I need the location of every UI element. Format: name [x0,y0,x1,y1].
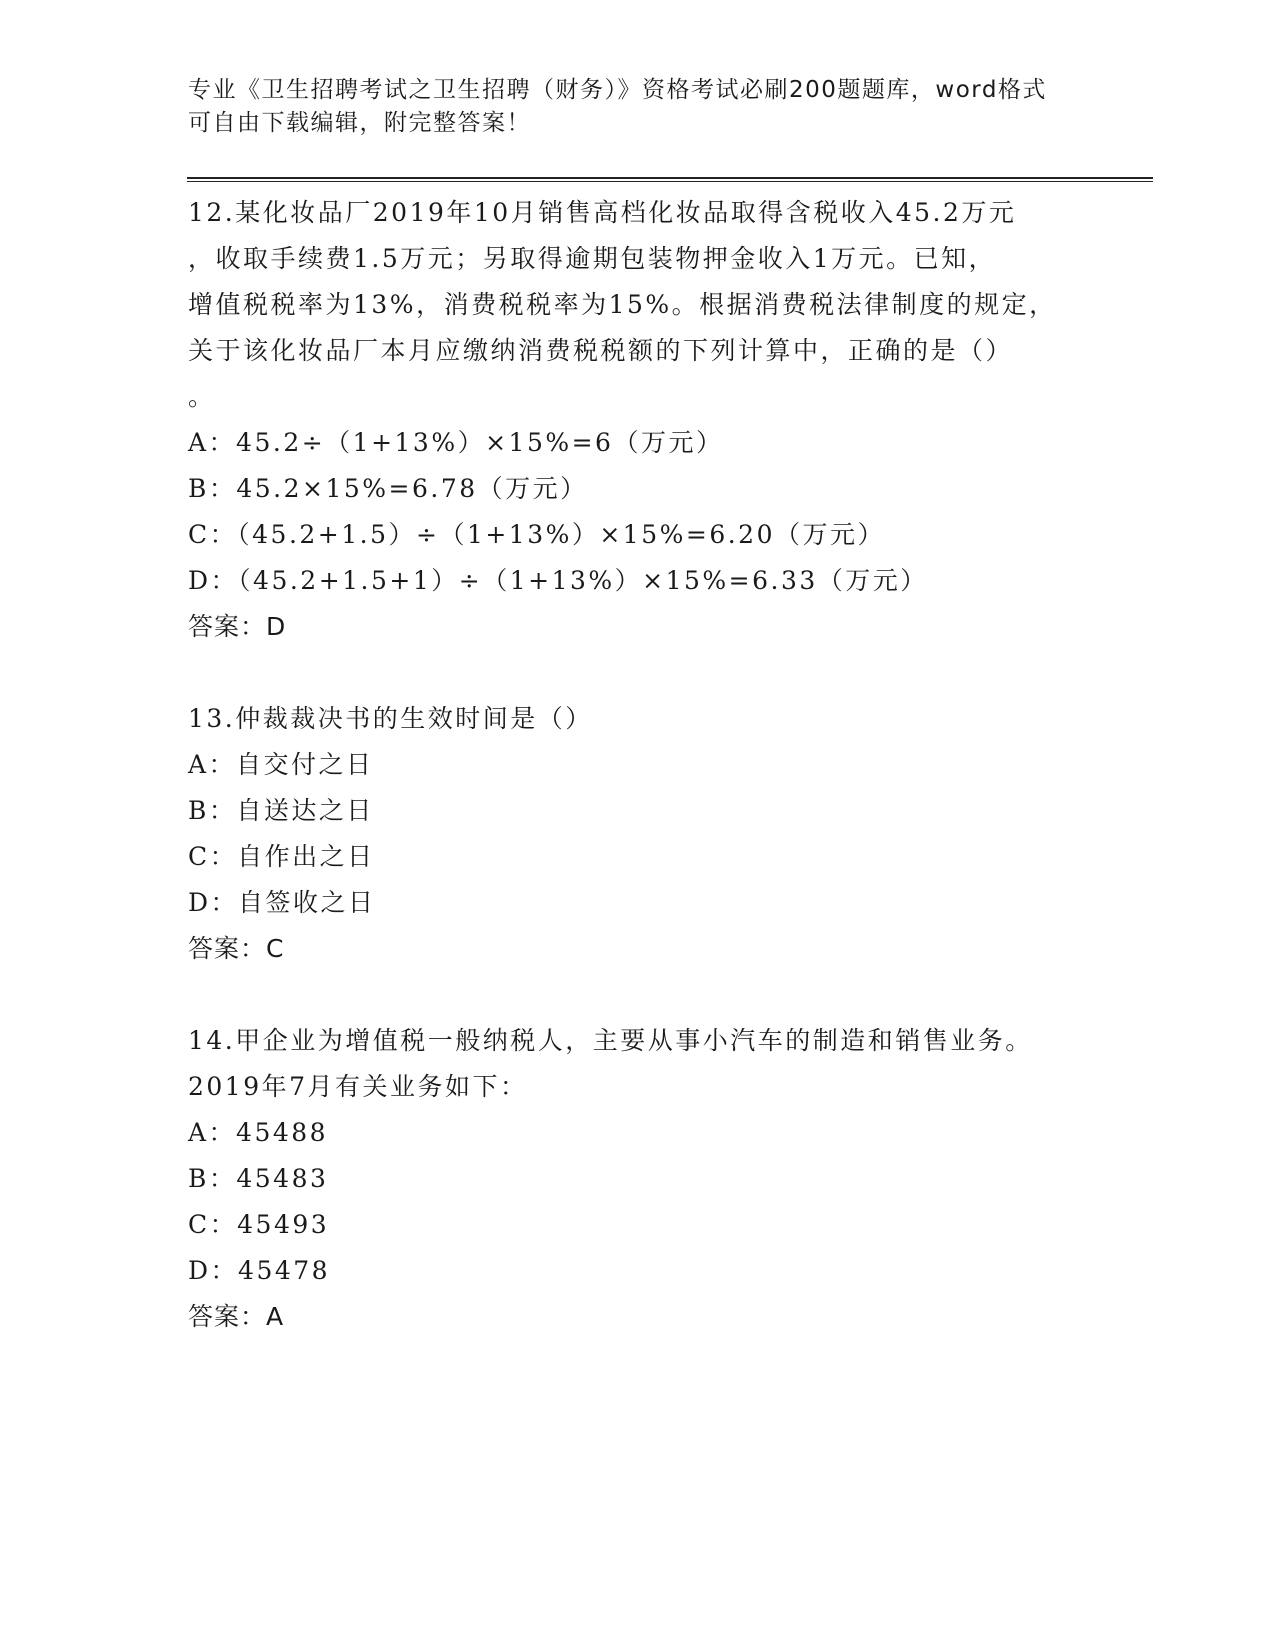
question-14 [188,1018,1088,1340]
question-stem-line: 12.某化妆品厂2019年10月销售高档化妆品取得含税收入45.2万元 [188,198,1017,227]
header-divider-thin [187,181,1153,182]
header-line-1: 专业《卫生招聘考试之卫生招聘（财务）》资格考试必刷200题题库，word格式 [188,77,1047,103]
question-stem-line: 增值税税率为13%，消费税税率为15%。根据消费税法律制度的规定， [188,290,1057,319]
question-stem-line: 14.甲企业为增值税一般纳税人，主要从事小汽车的制造和销售业务。 [188,1026,1033,1055]
option-b: B：45483 [188,1164,329,1193]
option-b: B：自送达之日 [188,796,374,825]
option-c: C：自作出之日 [188,842,375,871]
question-stem-line: 。 [188,382,216,411]
option-d: D：（45.2+1.5+1）÷（1+13%）×15%=6.33（万元） [188,566,928,595]
question-stem-line: 关于该化妆品厂本月应缴纳消费税税额的下列计算中，正确的是（） [188,336,1014,365]
option-a: A：自交付之日 [188,750,374,779]
option-c: C：（45.2+1.5）÷（1+13%）×15%=6.20（万元） [188,520,885,549]
option-a: A：45488 [188,1118,329,1147]
answer-line: 答案：A [188,1302,285,1331]
option-a: A：45.2÷（1+13%）×15%=6（万元） [188,428,724,457]
option-d: D：45478 [188,1256,331,1285]
question-stem-line: ，收取手续费1.5万元；另取得逾期包装物押金收入1万元。已知， [188,244,997,273]
option-d: D：自签收之日 [188,888,376,917]
question-13 [188,696,1088,972]
question-12 [188,190,1088,650]
question-stem-line: 13.仲裁裁决书的生效时间是（） [188,704,593,733]
question-list [188,190,1088,1340]
option-c: C：45493 [188,1210,330,1239]
header-divider [187,177,1153,179]
question-stem-line: 2019年7月有关业务如下： [188,1072,528,1101]
answer-line: 答案：D [188,612,287,641]
answer-line: 答案：C [188,934,285,963]
option-b: B：45.2×15%=6.78（万元） [188,474,588,503]
document-header [188,74,1088,140]
header-line-2: 可自由下载编辑，附完整答案！ [188,110,531,136]
